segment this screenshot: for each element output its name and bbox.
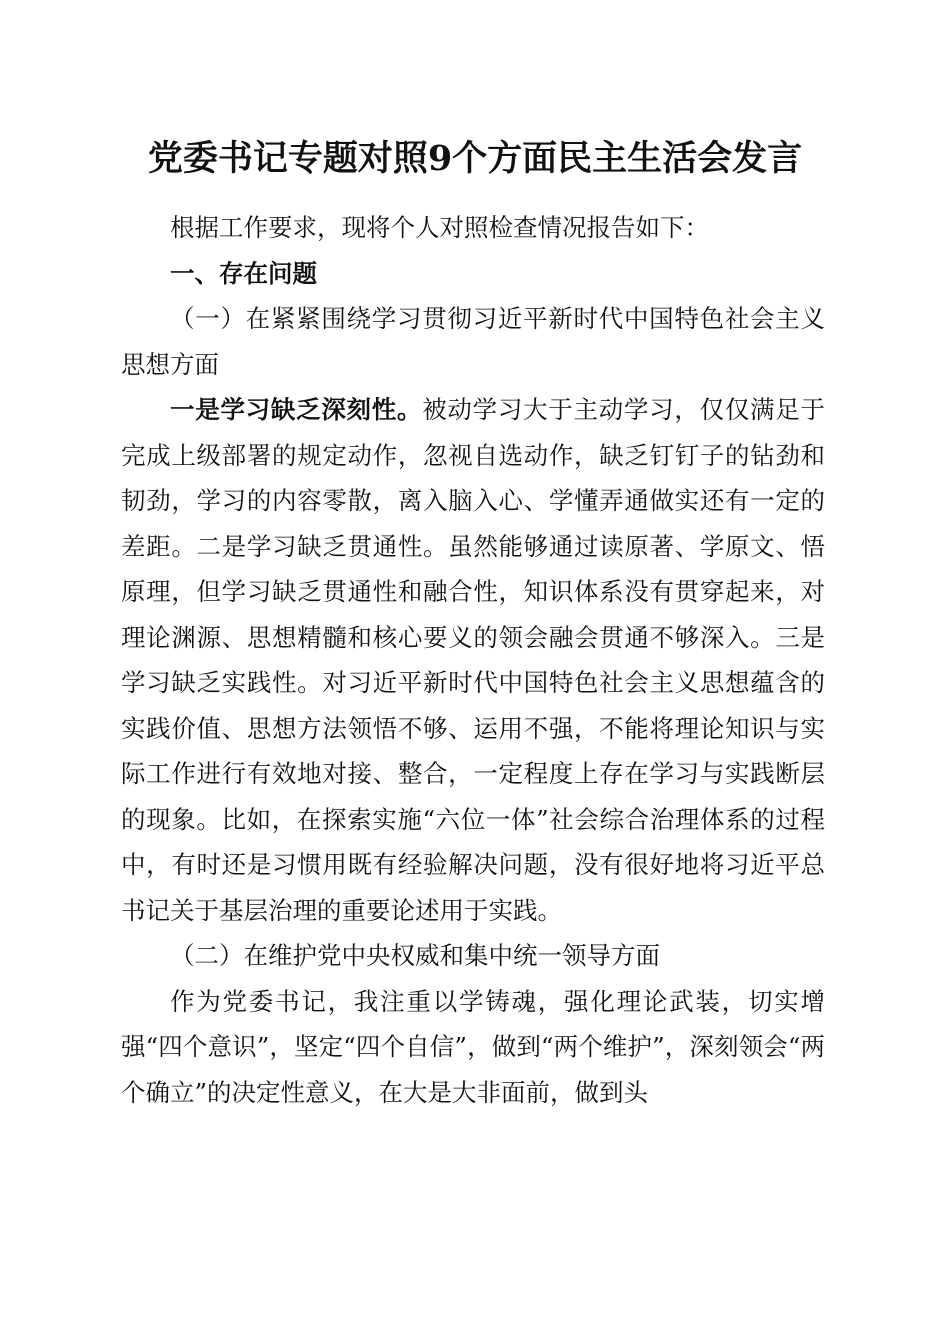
intro-paragraph: 根据工作要求，现将个人对照检查情况报告如下： <box>170 213 709 242</box>
subsection-2-paragraph: 作为党委书记，我注重以学铸魂，强化理论武装，切实增强“四个意识”，坚定“四个自信”，做到“两个维护”，深刻领会“两个确立”的决定性意义，在大是大非面前，做到头 <box>121 986 825 1107</box>
section-heading-problems: 一、存在问题 <box>170 258 317 288</box>
subsection-1-paragraph <box>121 387 825 933</box>
document-title: 党委书记专题对照9个方面民主生活会发言 <box>147 138 803 179</box>
subsection-1-lead: 一是学习缺乏深刻性。 <box>170 395 423 424</box>
subsection-1-body: 被动学习大于主动学习，仅仅满足于完成上级部署的规定动作，忽视自选动作，缺乏钉钉子的钻劲和韧劲，学习的内容零散，离入脑入心、学懂弄通做实还有一定的差距。二是学习缺乏贯通性。虽然能够通过读原著、学原文、悟原理，但学习缺乏贯通性和融合性，知识体系没有贯穿起来，对理论渊源、思想精髓和核心要义的领会融会贯通不够深入。三是学习缺乏实践性。对习近平新时代中国特色社会主义思想蕴含的实践价值、思想方法领悟不够、运用不强，不能将理论知识与实际工作进行有效地对接、整合，一定程度上存在学习与实践断层的现象。比如，在探索实施“六位一体”社会综合治理体系的过程中，有时还是习惯用既有经验解决问题，没有很好地将习近平总书记关于基层治理的重要论述用于实践。 <box>121 395 826 925</box>
subsection-heading-2: （二）在维护党中央权威和集中统一领导方面 <box>170 941 660 970</box>
document-body <box>121 205 825 1115</box>
subsection-heading-1: （一）在紧紧围绕学习贯彻习近平新时代中国特色社会主义思想方面 <box>121 304 825 379</box>
